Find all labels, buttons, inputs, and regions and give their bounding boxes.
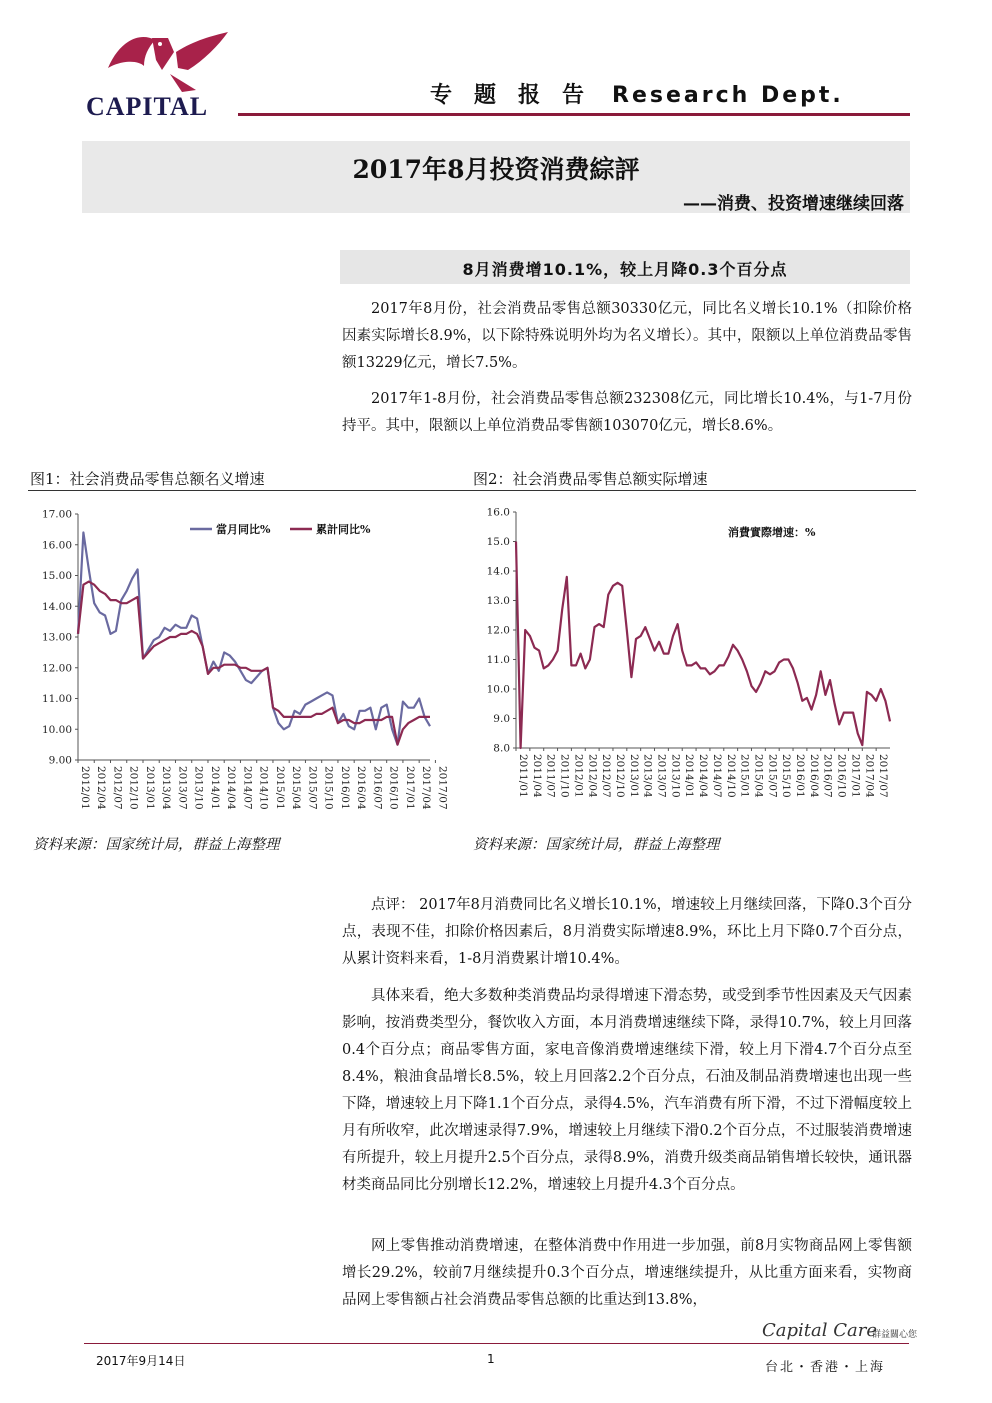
footer-rule	[84, 1343, 909, 1344]
eagle-logo-icon	[100, 30, 235, 100]
x-tick-label: 2016/07	[371, 766, 384, 810]
legend-label: 消費實際增速：%	[728, 526, 816, 539]
x-tick-label: 2017/04	[420, 766, 433, 810]
x-tick-label: 2014/04	[697, 754, 710, 798]
y-tick-label: 9.00	[48, 754, 72, 767]
x-tick-label: 2011/04	[530, 754, 543, 798]
x-tick-label: 2015/04	[290, 766, 303, 810]
figure-rule	[28, 490, 916, 491]
y-tick-label: 15.00	[41, 570, 72, 582]
x-tick-label: 2015/10	[780, 754, 793, 798]
x-tick-label: 2017/01	[849, 754, 862, 798]
x-tick-label: 2011/01	[517, 754, 529, 798]
y-tick-label: 12.00	[41, 662, 72, 675]
x-tick-label: 2016/07	[821, 754, 834, 798]
x-tick-label: 2013/01	[627, 754, 640, 798]
x-tick-label: 2016/04	[355, 766, 368, 810]
x-tick-label: 2012/10	[613, 754, 626, 798]
y-tick-label: 8.0	[493, 742, 510, 755]
x-tick-label: 2017/07	[877, 754, 890, 798]
y-tick-label: 16.00	[41, 539, 72, 552]
x-tick-label: 2014/04	[225, 766, 238, 810]
x-tick-label: 2012/07	[600, 754, 613, 798]
x-tick-label: 2014/07	[241, 766, 254, 810]
x-tick-label: 2013/07	[655, 754, 668, 798]
series-line-1-1	[78, 582, 430, 745]
page-title: 2017年8月投资消费綜評	[352, 155, 640, 184]
x-tick-label: 2014/01	[683, 754, 696, 798]
y-tick-label: 14.0	[486, 565, 510, 578]
x-tick-label: 2013/10	[669, 754, 682, 798]
commentary-paragraph-2: 具体来看，绝大多数种类消费品均录得增速下滑态势，或受到季节性因素及天气因素影响，按消费类型分，餐饮收入方面，本月消费增速继续下降，录得10.7%，较上月回落0.4个百分点；商品零售方面，家电音像消费增速继续下滑，较上月下滑4.7个百分点至8.4%，粮油食品增长8.5%，较上月回落2.2个百分点，石油及制品消费增速也出现一些下降，增速较上月下降1.1个百分点，录得4.5%，汽车消费有所下滑，不过下滑幅度较上月有所收窄，此次增速录得7.9%，增速较上月继续下滑0.2个百分点，不过服装消费增速有所提升，较上月提升2.5个百分点，录得8.9%，消费升级类商品销售增长较快，通讯器材类商品同比分别增长12.2%，增速较上月提升4.3个百分点。	[342, 988, 912, 1193]
x-tick-label: 2012/07	[111, 766, 124, 810]
figure-2-source: 资料来源：国家统计局，群益上海整理	[473, 837, 720, 853]
company-logo	[100, 30, 235, 100]
x-tick-label: 2016/10	[835, 754, 848, 798]
footer-cities: 台北・香港・上海	[765, 1360, 886, 1375]
y-tick-label: 17.00	[41, 508, 72, 521]
x-tick-label: 2015/07	[766, 754, 779, 798]
figure-2-caption: 图2：社会消费品零售总额实际增速	[473, 470, 708, 488]
y-tick-label: 12.0	[486, 624, 510, 637]
x-tick-label: 2014/07	[710, 754, 723, 798]
series-line-1-0	[78, 533, 430, 745]
x-tick-label: 2015/10	[322, 766, 335, 810]
y-tick-label: 14.00	[41, 600, 72, 613]
x-tick-label: 2016/01	[794, 754, 807, 798]
y-tick-label: 16.0	[486, 506, 510, 519]
y-tick-label: 11.0	[486, 654, 510, 666]
x-tick-label: 2013/04	[641, 754, 654, 798]
y-tick-label: 10.0	[486, 683, 510, 696]
footer-brand-cn: 群益關心您	[872, 1330, 918, 1340]
legend-label: 累計同比%	[316, 523, 371, 536]
legend-label: 當月同比%	[216, 523, 271, 536]
x-tick-label: 2017/04	[863, 754, 876, 798]
intro-paragraph-2: 2017年1-8月份，社会消费品零售总额232308亿元，同比增长10.4%，与1-7月份持平。其中，限额以上单位消费品零售额103070亿元，增长8.6%。	[342, 391, 912, 434]
section-heading: 8月消费增10.1%，较上月降0.3个百分点	[462, 260, 788, 279]
x-tick-label: 2011/10	[558, 754, 571, 798]
series-line-2-0	[516, 542, 890, 749]
x-tick-label: 2017/07	[436, 766, 448, 810]
intro-paragraph-1: 2017年8月份，社会消费品零售总额30330亿元，同比名义增长10.1%（扣除价格因素实际增长8.9%，以下除特殊说明外均为名义增长）。其中，限额以上单位消费品零售额13229亿元，增长7.5%。	[342, 301, 912, 371]
commentary-paragraph-3: 网上零售推动消费增速，在整体消费中作用进一步加强，前8月实物商品网上零售额增长29.2%，较前7月继续提升0.3个百分点，增速继续提升，从比重方面来看，实物商品网上零售额占社会消费品零售总额的比重达到13.8%，	[342, 1238, 912, 1308]
report-type: 专题报告	[430, 83, 607, 108]
y-tick-label: 15.0	[486, 536, 510, 548]
x-tick-label: 2017/01	[403, 766, 416, 810]
dept-name: Research Dept.	[612, 83, 844, 108]
page-subtitle: ——消费、投资增速继续回落	[683, 194, 904, 214]
x-tick-label: 2016/04	[807, 754, 820, 798]
y-tick-label: 13.00	[41, 631, 72, 644]
header-rule	[238, 113, 910, 116]
footer-date: 2017年9月14日	[96, 1354, 186, 1368]
x-tick-label: 2014/10	[724, 754, 737, 798]
commentary-paragraph-1: 点评： 2017年8月消费同比名义增长10.1%，增速较上月继续回落，下降0.3个百分点，表现不佳，扣除价格因素后，8月消费实际增速8.9%，环比上月下降0.7个百分点，从累计资料来看，1-8月消费累计增10.4%。	[342, 897, 912, 967]
logo-text: CAPITAL	[86, 92, 209, 121]
report-header	[430, 78, 920, 109]
y-tick-label: 13.0	[486, 595, 510, 607]
x-tick-label: 2012/04	[586, 754, 599, 798]
figure-1-caption: 图1：社会消费品零售总额名义增速	[30, 470, 265, 488]
page-number: 1	[487, 1352, 495, 1366]
x-tick-label: 2013/04	[160, 766, 173, 810]
x-tick-label: 2016/10	[387, 766, 400, 810]
x-tick-label: 2015/01	[738, 754, 751, 798]
x-tick-label: 2015/04	[752, 754, 765, 798]
footer-brand: Capital Care	[762, 1320, 877, 1341]
x-tick-label: 2013/01	[143, 766, 156, 810]
x-tick-label: 2012/10	[127, 766, 140, 810]
x-tick-label: 2011/07	[544, 754, 557, 798]
y-tick-label: 9.0	[493, 713, 510, 725]
x-tick-label: 2012/04	[95, 766, 108, 810]
x-tick-label: 2012/01	[79, 766, 91, 810]
figure-1-source: 资料来源：国家统计局，群益上海整理	[33, 837, 280, 853]
y-tick-label: 10.00	[41, 723, 72, 736]
y-tick-label: 11.00	[41, 693, 72, 705]
chart-real-growth	[470, 498, 910, 828]
chart-nominal-growth	[28, 498, 448, 828]
x-tick-label: 2014/01	[208, 766, 221, 810]
x-tick-label: 2016/01	[338, 766, 351, 810]
x-tick-label: 2014/10	[257, 766, 270, 810]
x-tick-label: 2015/07	[306, 766, 319, 810]
x-tick-label: 2013/10	[192, 766, 205, 810]
x-tick-label: 2013/07	[176, 766, 189, 810]
x-tick-label: 2012/01	[572, 754, 585, 798]
x-tick-label: 2015/01	[273, 766, 286, 810]
